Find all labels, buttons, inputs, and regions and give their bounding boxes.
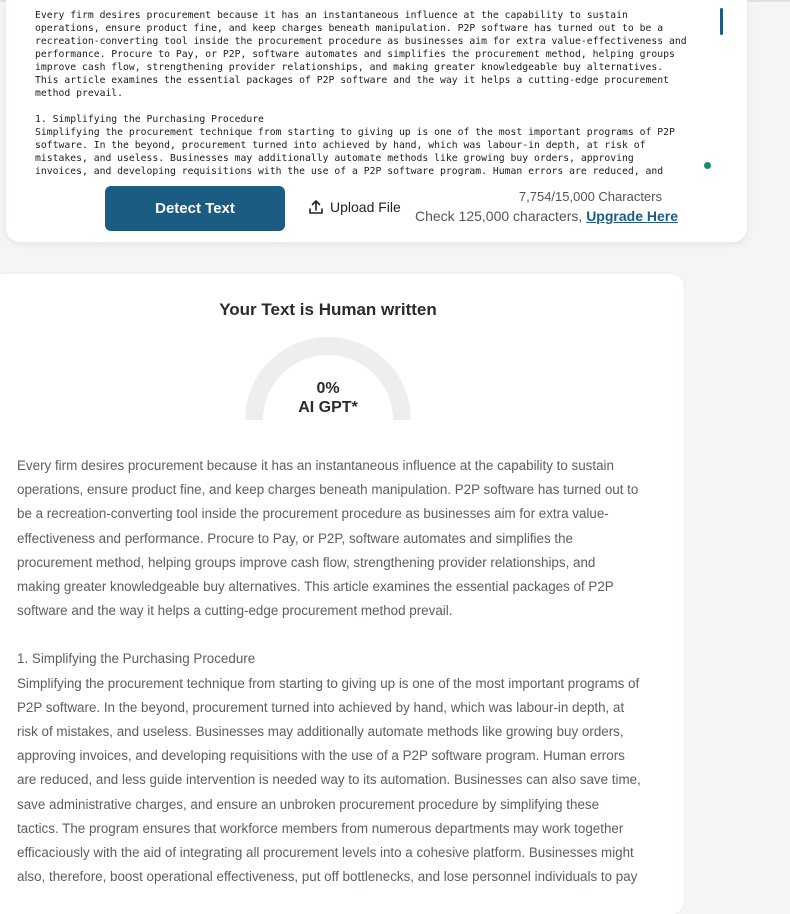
character-count: 7,754/15,000 Characters bbox=[518, 189, 662, 204]
result-title: Your Text is Human written bbox=[219, 300, 437, 319]
ai-percentage: 0% bbox=[316, 380, 340, 397]
upgrade-link[interactable]: Upgrade Here bbox=[586, 208, 678, 224]
ai-gpt-label: AI GPT* bbox=[298, 399, 358, 416]
text-input-area[interactable]: Every firm desires procurement because it has an instantaneous influence at the capability to sustain operations, ensure product fine, and keep charges beneath manipulation. P2P software has turned out to be a recreation-converting tool inside the procurement procedure as businesses aim for extra value-effectiveness and performance. Procure to Pay, or P2P, software automates and simplifies the procurement method, helping groups improve cash flow, strengthening provider relationships, and making greater knowledgeable buy alternatives. This article examines the essential packages of P2P software and the way it helps a cutting-edge procurement method prevail. 1. Simplifying the Purchasing Procedure Simplifying the procurement technique from starting to giving up is one of the most important programs of P2P software. In the beyond, procurement turned into achieved by hand, which was labour-in depth, at risk of mistakes, and useless. Businesses may additionally automate methods like growing buy orders, approving invoices, and developing requisitions with the use of a P2P software program. Human errors are reduced, and bbox=[35, 10, 687, 177]
character-limit-text: Check 125,000 characters, bbox=[414, 208, 583, 224]
scrollbar-thumb[interactable] bbox=[720, 8, 723, 35]
upload-file-label: Upload File bbox=[330, 199, 401, 215]
text-input-card bbox=[6, 0, 747, 242]
analyzed-paragraph: Simplifying the procurement technique from starting to giving up is one of the most important programs of P2P software. In the beyond, procurement turned into achieved by hand, which was labour-in depth, at risk of mistakes, and useless. Businesses may additionally automate methods like growing buy orders, approving invoices, and developing requisitions with the use of a P2P software program. Human errors are reduced, and less guide intervention is needed way to its automation. Businesses can also save time, save administrative charges, and ensure an unbroken procurement procedure by simplifying these tactics. The program ensures that workforce members from numerous departments may work together efficaciously with the aid of integrating all procurement levels into a cohesive platform. Businesses might also, therefore, boost operational effectiveness, put off bottlenecks, and lose personnel individuals to pay bbox=[17, 675, 641, 885]
upload-file-button[interactable] bbox=[308, 197, 401, 217]
analyzed-heading: 1. Simplifying the Purchasing Procedure bbox=[17, 651, 256, 667]
analyzed-paragraph: Every firm desires procurement because it has an instantaneous influence at the capability to sustain operations, ensure product fine, and keep charges beneath manipulation. P2P software has turned out to be a recreation-converting tool inside the procurement procedure as businesses aim for extra value-effectiveness and performance. Procure to Pay, or P2P, software automates and simplifies the procurement method, helping groups improve cash flow, strengthening provider relationships, and making greater knowledgeable buy alternatives. This article examines the essential packages of P2P software and the way it helps a cutting-edge procurement method prevail. bbox=[17, 458, 639, 619]
character-limit-note bbox=[415, 208, 678, 224]
detect-text-button[interactable]: Detect Text bbox=[105, 186, 285, 231]
upload-icon bbox=[308, 199, 324, 215]
status-dot bbox=[704, 162, 711, 169]
analyzed-text bbox=[17, 454, 641, 889]
